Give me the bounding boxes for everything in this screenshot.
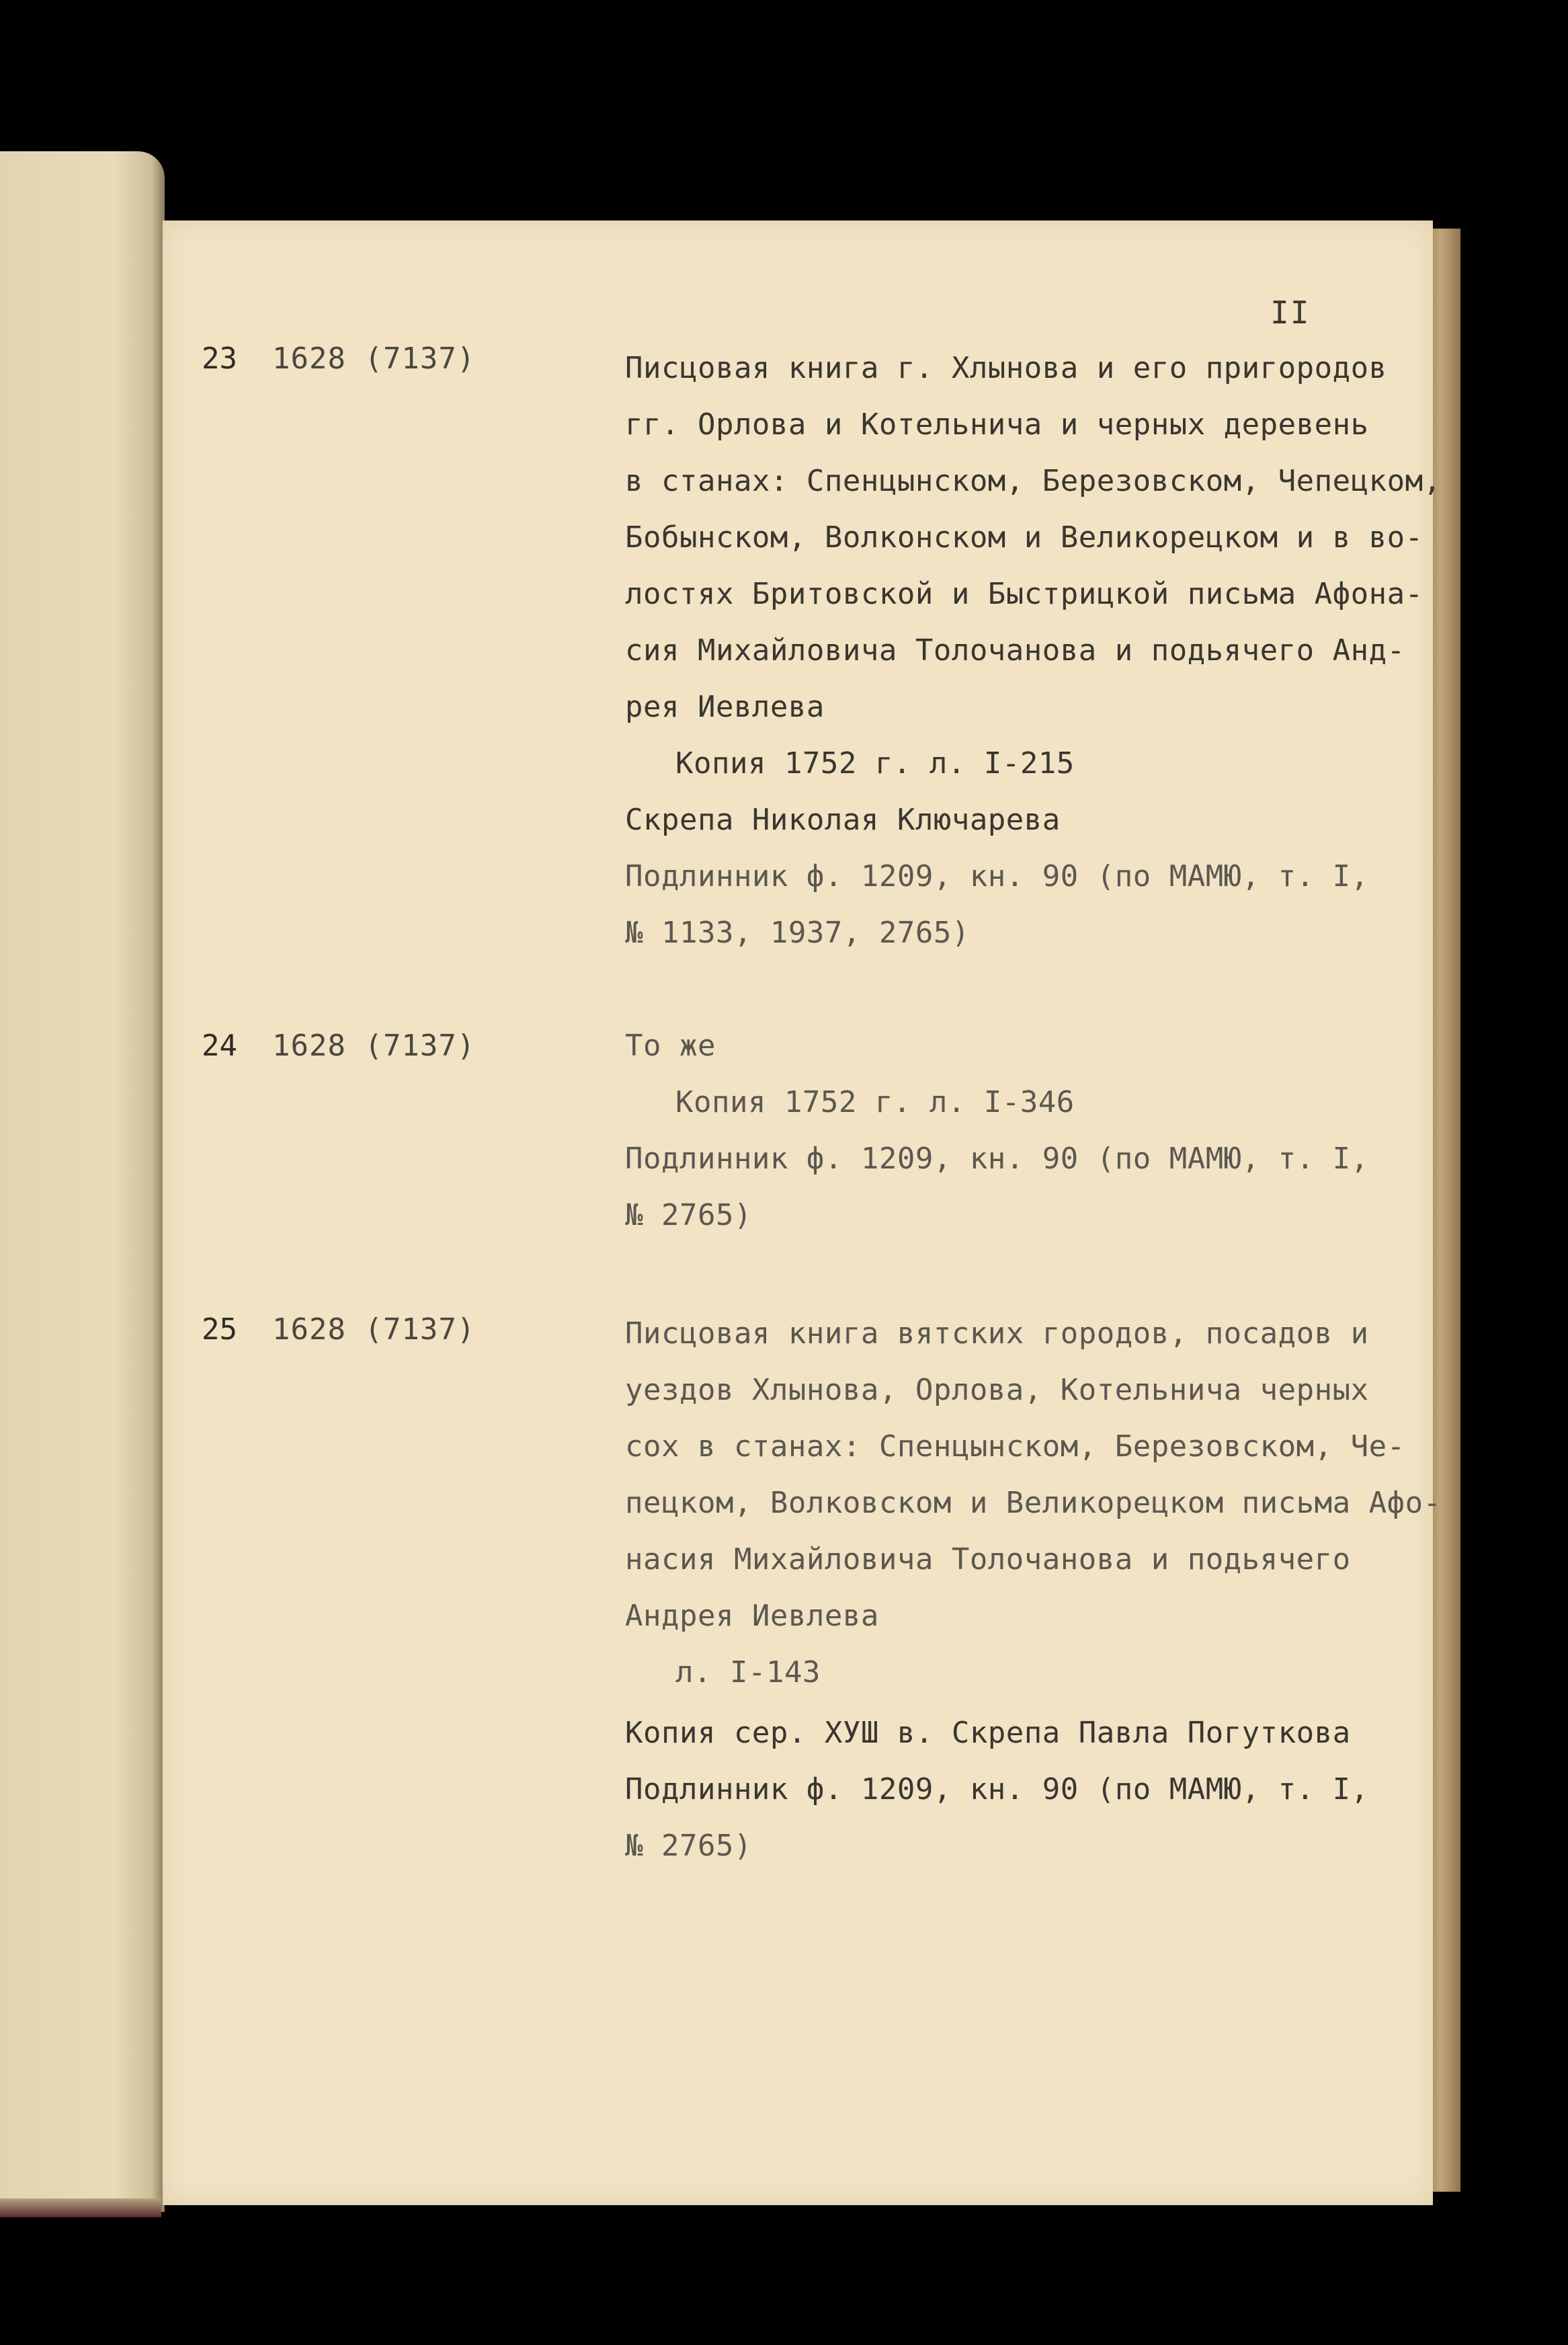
entry-date: 1628 (7137) <box>272 1029 476 1063</box>
copy-note: Копия сер. ХУШ в. Скрепа Павла Погуткова <box>625 1716 1351 1750</box>
entry-number: 25 <box>202 1312 237 1347</box>
entry-text-line: пецком, Волковском и Великорецком письма Афо- <box>625 1486 1442 1520</box>
entry-text-line: насия Михайловича Толочанова и подьячего <box>625 1542 1351 1577</box>
entry-text-line: сох в станах: Спенцынском, Березовском, Че- <box>625 1429 1405 1464</box>
original-reference-numbers: № 2765) <box>625 1829 752 1863</box>
entry-text-line: уездов Хлынова, Орлова, Котельнича черных <box>625 1373 1369 1407</box>
entry-text-line: сия Михайловича Толочанова и подьячего Анд- <box>625 633 1405 668</box>
entry-text-line: Писцовая книга г. Хлынова и его пригородов <box>625 351 1387 385</box>
original-reference-numbers: № 2765) <box>625 1198 752 1232</box>
original-reference: Подлинник ф. 1209, кн. 90 (по МАМЮ, т. I, <box>625 1142 1369 1176</box>
document-page <box>163 221 1433 2205</box>
entry-text-line: Писцовая книга вятских городов, посадов и <box>625 1316 1369 1351</box>
entry-text-line: То же <box>625 1029 716 1063</box>
entry-date: 1628 (7137) <box>272 1312 476 1347</box>
entry-text-line: Андрея Иевлева <box>625 1599 879 1633</box>
entry-text-line: рея Иевлева <box>625 690 825 724</box>
entry-date: 1628 (7137) <box>272 342 476 376</box>
folio-note: л. I-143 <box>675 1655 821 1690</box>
entry-text-line: лостях Бритовской и Быстрицкой письма Афона- <box>625 577 1423 611</box>
book-cover-board <box>1428 229 1460 2192</box>
entry-text-line: в станах: Спенцынском, Березовском, Чепецком, <box>625 464 1442 498</box>
left-page-edge <box>0 151 165 2212</box>
page-number: II <box>1270 294 1311 331</box>
copy-note: Копия 1752 г. л. I-346 <box>675 1085 1075 1119</box>
original-reference: Подлинник ф. 1209, кн. 90 (по МАМЮ, т. I, <box>625 859 1369 893</box>
entry-number: 23 <box>202 342 237 376</box>
original-reference-numbers: № 1133, 1937, 2765) <box>625 916 970 950</box>
entry-text-line: Бобынском, Волконском и Великорецком и в во- <box>625 520 1423 555</box>
left-page-binding <box>0 2198 161 2217</box>
entry-number: 24 <box>202 1029 237 1063</box>
entry-text-line: гг. Орлова и Котельнича и черных деревень <box>625 407 1369 442</box>
copy-note: Копия 1752 г. л. I-215 <box>675 746 1075 781</box>
original-reference: Подлинник ф. 1209, кн. 90 (по МАМЮ, т. I, <box>625 1772 1369 1806</box>
seal-note: Скрепа Николая Ключарева <box>625 803 1061 837</box>
